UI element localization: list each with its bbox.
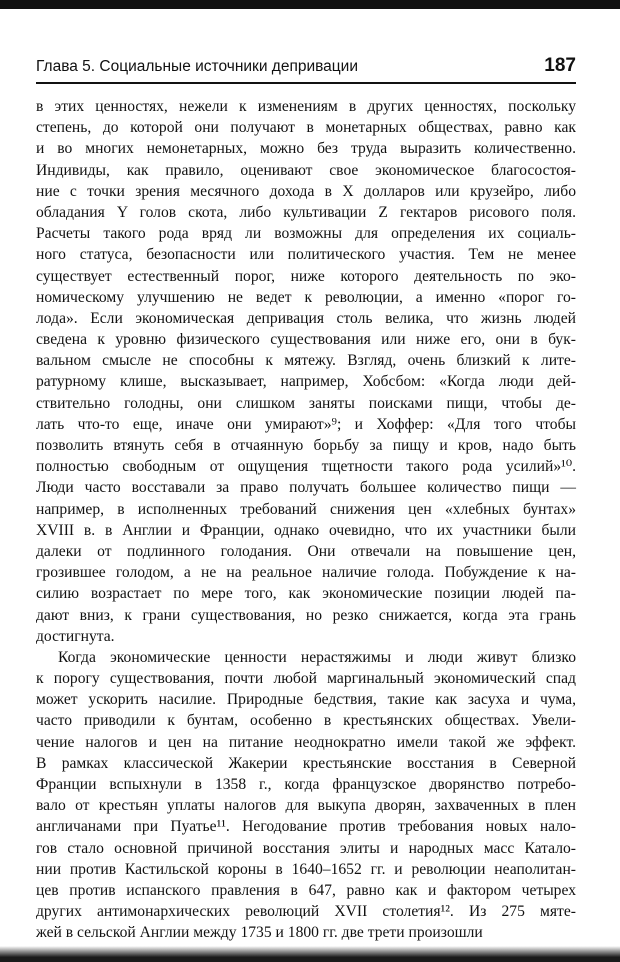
body-text (36, 96, 576, 944)
text-line: Люди часто восставали за право получать большее количество пищи — (36, 479, 576, 497)
text-line: например, в исполненных требований снижения цен «хлебных бунтах» (36, 500, 576, 518)
text-line: ного статуса, безопасности или политического участия. Тем не менее (36, 246, 576, 264)
text-line: нии против Кастильской короны в 1640–1652 гг. и революции неаполитан- (36, 860, 576, 878)
scan-edge-bottom (0, 946, 620, 962)
page-header (36, 55, 576, 80)
text-line: Индивиды, как правило, оценивают свое экономическое благосостоя- (36, 161, 576, 179)
running-head: Глава 5. Социальные источники депривации (36, 58, 358, 75)
text-line: Когда экономические ценности нерастяжимы и люди живут близко (58, 648, 576, 666)
text-line: ние с точки зрения месячного дохода в X долларов или крузейро, либо (36, 182, 576, 200)
text-line: Франции вспыхнули в 1358 г., когда французское дворянство потребо- (36, 776, 576, 793)
text-line: лать что-то еще, иначе они умирают»⁹; и Хоффер: «Для того чтобы (36, 415, 576, 433)
scan-edge-top (0, 0, 620, 9)
text-line: дают вниз, к грани существования, но резко снижается, когда эта грань (36, 606, 576, 624)
text-line: номическому улучшению не ведет к революции, а именно «порог го- (36, 288, 576, 306)
text-line: XVIII в. в Англии и Франции, однако очевидно, что их участники были (36, 521, 576, 539)
text-line: грозившее голодом, а не на реальное наличие голода. Побуждение к на- (36, 564, 576, 582)
text-line: чение налогов и цен на питание неоднократно имели такой же эффект. (36, 733, 576, 751)
text-line: может ускорить насилие. Природные бедствия, такие как засуха и чума, (36, 691, 576, 709)
paragraph (36, 647, 576, 944)
text-line: лода». Если экономическая депривация столь велика, что жизнь людей (36, 309, 576, 327)
text-line: ратурному клише, высказывает, например, Хобсбом: «Когда люди дей- (36, 373, 576, 391)
text-line: в этих ценностях, нежели к изменениям в других ценностях, поскольку (36, 98, 576, 115)
text-line: гов стало основной причиной восстания элиты и народных масс Катало- (36, 839, 576, 857)
text-line: ствительно голодны, они слишком заняты поисками пищи, чтобы де- (36, 394, 576, 412)
text-line: обладания Y голов скота, либо культивации Z гектаров рисового поля. (36, 203, 576, 221)
text-line: жей в сельской Англии между 1735 и 1800 гг. две трети произошли (36, 924, 483, 942)
text-line: существует естественный порог, ниже которого деятельность по эко- (36, 267, 576, 285)
header-rule (36, 82, 576, 84)
text-line: полностью свободным от ощущения тщетности такого рода усилий»¹⁰. (36, 458, 576, 476)
text-line: цев против испанского правления в 647, равно как и фактором четырех (36, 881, 576, 899)
text-line: достигнута. (36, 627, 115, 645)
text-line: Расчеты такого рода вряд ли возможны для определения их социаль- (36, 225, 576, 243)
page-number: 187 (544, 55, 576, 76)
text-line: к порогу существования, почти любой маргинальный экономический спад (36, 670, 576, 688)
text-line: вальном смысле не способны к мятежу. Взгляд, очень близкий к лите- (36, 352, 576, 370)
text-line: В рамках классической Жакерии крестьянские восстания в Северной (36, 754, 576, 772)
text-line: позволить втянуть себя в отчаянную борьбу за пищу и кров, надо быть (36, 437, 576, 454)
text-line: вало от крестьян уплаты налогов для выкупа дворян, захваченных в плен (36, 797, 576, 815)
paragraph (36, 96, 576, 647)
text-line: силию возрастает по мере того, как экономические позиции людей па- (36, 585, 576, 603)
text-line: степень, до которой они получают в монетарных обществах, равно как (36, 119, 576, 137)
text-line: других антимонархических революций XVII столетия¹². Из 275 мяте- (36, 903, 576, 921)
text-line: англичанами при Пуатье¹¹. Негодование против требования новых нало- (36, 818, 576, 836)
text-line: сведена к уровню физического существования или ниже его, они в бук- (36, 331, 576, 349)
text-line: часто приводили к бунтам, особенно в крестьянских обществах. Увели- (36, 712, 576, 730)
text-line: далеки от подлинного голодания. Они отвечали на повышение цен, (36, 542, 576, 560)
text-line: и во многих немонетарных, можно без труда выразить количественно. (36, 140, 576, 158)
